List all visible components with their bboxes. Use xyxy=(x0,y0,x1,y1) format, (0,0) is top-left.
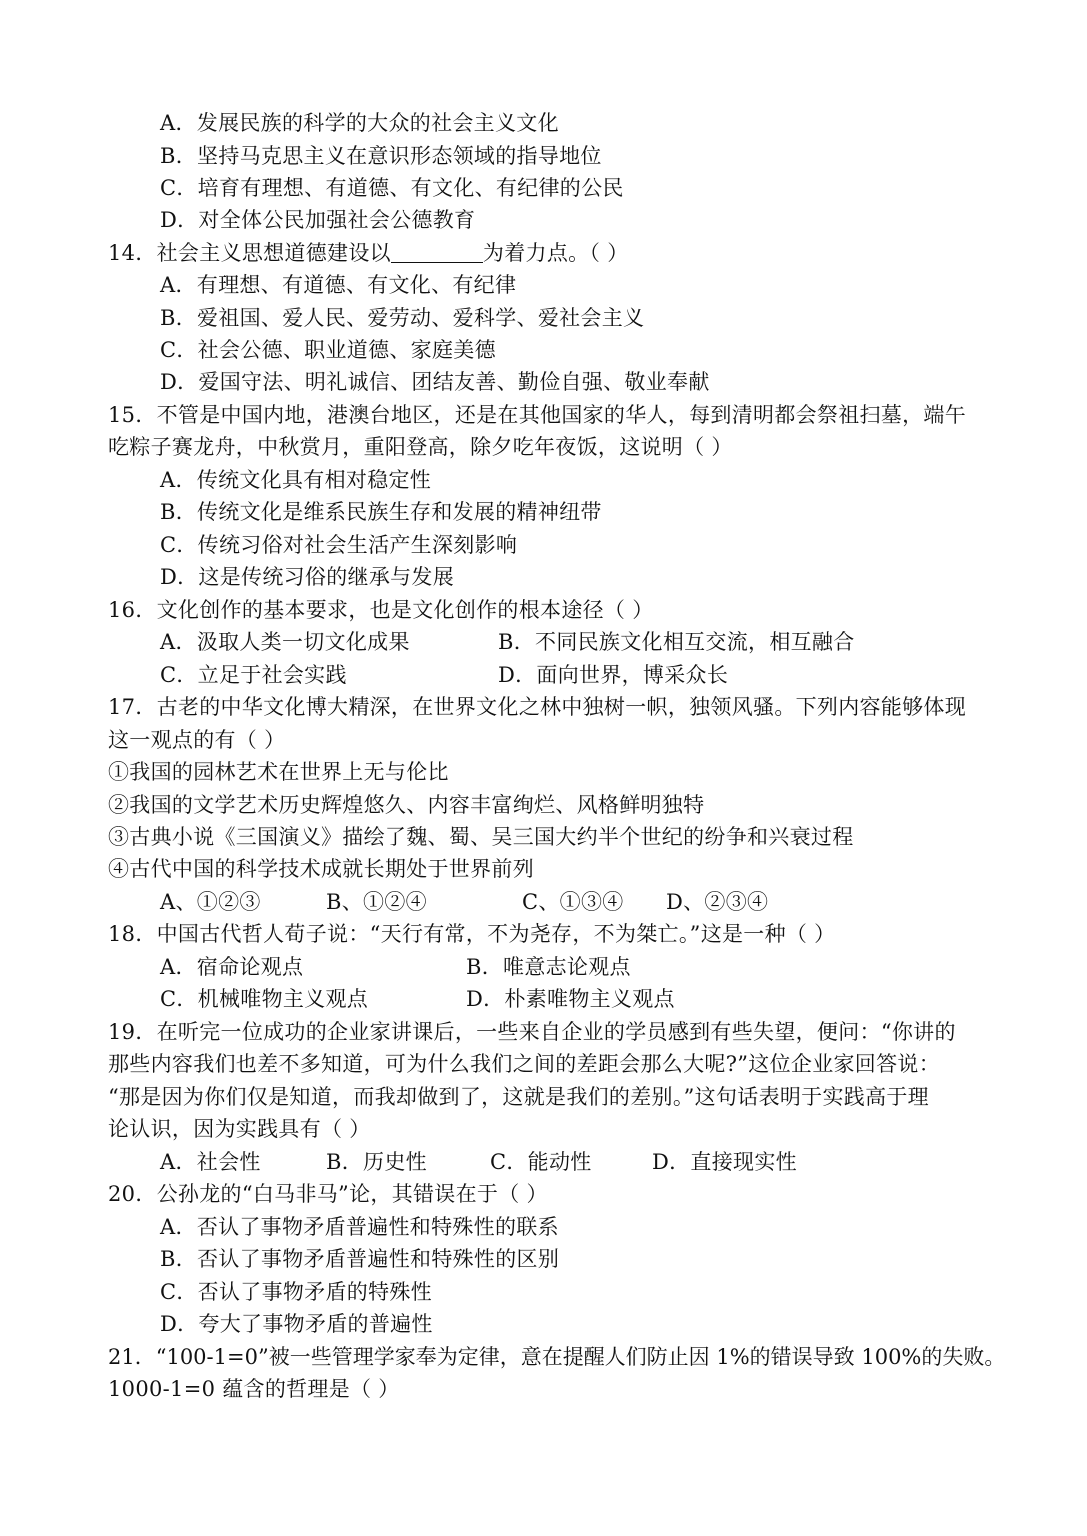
q19-option-b: B．历史性 xyxy=(326,1150,427,1174)
q17-stem-line2: 这一观点的有（ ） xyxy=(108,728,286,752)
q18-option-d: D．朴素唯物主义观点 xyxy=(466,987,675,1011)
q14-stem-before: 14．社会主义思想道德建设以 xyxy=(108,241,391,265)
q16-option-c: C．立足于社会实践 xyxy=(160,663,347,687)
q14-option-d: D．爱国守法、明礼诚信、团结友善、勤俭自强、敬业奉献 xyxy=(160,370,710,394)
q15-stem-line2: 吃粽子赛龙舟，中秋赏月，重阳登高，除夕吃年夜饭，这说明（ ） xyxy=(108,435,733,459)
q16-option-a: A．汲取人类一切文化成果 xyxy=(160,630,410,654)
q19-stem-line4: 论认识，因为实践具有（ ） xyxy=(108,1117,371,1141)
q14-option-a: A．有理想、有道德、有文化、有纪律 xyxy=(160,273,517,297)
q17-statement-1: ①我国的园林艺术在世界上无与伦比 xyxy=(108,760,449,784)
q20-stem: 20．公孙龙的“白马非马”论，其错误在于（ ） xyxy=(108,1182,548,1206)
q14-option-c: C．社会公德、职业道德、家庭美德 xyxy=(160,338,496,362)
q14-option-b: B．爱祖国、爱人民、爱劳动、爱科学、爱社会主义 xyxy=(160,306,645,330)
q19-option-c: C．能动性 xyxy=(490,1150,592,1174)
q20-option-c: C．否认了事物矛盾的特殊性 xyxy=(160,1280,432,1304)
q19-stem-line3: “那是因为你们仅是知道，而我却做到了，这就是我们的差别。”这句话表明于实践高于理 xyxy=(108,1085,929,1109)
q17-option-a: A、①②③ xyxy=(160,890,261,914)
q15-option-c: C．传统习俗对社会生活产生深刻影响 xyxy=(160,533,518,557)
q13-option-d: D．对全体公民加强社会公德教育 xyxy=(160,208,476,232)
q14-fill-blank xyxy=(391,242,483,263)
q15-option-b: B．传统文化是维系民族生存和发展的精神纽带 xyxy=(160,500,602,524)
q19-option-d: D．直接现实性 xyxy=(652,1150,797,1174)
q17-option-c: C、①③④ xyxy=(522,890,624,914)
q13-option-c: C．培育有理想、有道德、有文化、有纪律的公民 xyxy=(160,176,624,200)
q13-option-b: B．坚持马克思主义在意识形态领域的指导地位 xyxy=(160,144,602,168)
q15-stem-line1: 15．不管是中国内地，港澳台地区，还是在其他国家的华人，每到清明都会祭祖扫墓，端午 xyxy=(108,403,967,427)
q17-statement-3: ③古典小说《三国演义》描绘了魏、蜀、吴三国大约半个世纪的纷争和兴衰过程 xyxy=(108,825,854,849)
q21-stem-line1: 21．“100-1=0”被一些管理学家奉为定律，意在提醒人们防止因 1%的错误导致 100%的失败。 xyxy=(108,1345,1006,1369)
q17-statement-2: ②我国的文学艺术历史辉煌悠久、内容丰富绚烂、风格鲜明独特 xyxy=(108,793,705,817)
q13-option-a: A．发展民族的科学的大众的社会主义文化 xyxy=(160,111,559,135)
q20-option-b: B．否认了事物矛盾普遍性和特殊性的区别 xyxy=(160,1247,560,1271)
q17-statement-4: ④古代中国的科学技术成就长期处于世界前列 xyxy=(108,857,534,881)
q18-option-b: B．唯意志论观点 xyxy=(466,955,631,979)
q15-option-d: D．这是传统习俗的继承与发展 xyxy=(160,565,455,589)
q20-option-d: D．夸大了事物矛盾的普遍性 xyxy=(160,1312,433,1336)
q15-option-a: A．传统文化具有相对稳定性 xyxy=(160,468,432,492)
q18-option-c: C．机械唯物主义观点 xyxy=(160,987,369,1011)
q16-stem: 16．文化创作的基本要求，也是文化创作的根本途径（ ） xyxy=(108,598,654,622)
q17-stem-line1: 17．古老的中华文化博大精深，在世界文化之林中独树一帜，独领风骚。下列内容能够体现 xyxy=(108,695,967,719)
q20-option-a: A．否认了事物矛盾普遍性和特殊性的联系 xyxy=(160,1215,559,1239)
q16-option-d: D．面向世界，博采众长 xyxy=(498,663,729,687)
q16-option-b: B．不同民族文化相互交流，相互融合 xyxy=(498,630,855,654)
q21-stem-line2: 1000-1=0 蕴含的哲理是（ ） xyxy=(108,1377,400,1401)
q19-stem-line1: 19．在听完一位成功的企业家讲课后，一些来自企业的学员感到有些失望，便问：“你讲的 xyxy=(108,1020,956,1044)
q17-option-d: D、②③④ xyxy=(666,890,769,914)
q18-stem: 18．中国古代哲人荀子说：“天行有常，不为尧存，不为桀亡。”这是一种（ ） xyxy=(108,922,836,946)
q18-option-a: A．宿命论观点 xyxy=(160,955,304,979)
q19-stem-line2: 那些内容我们也差不多知道，可为什么我们之间的差距会那么大呢?”这位企业家回答说： xyxy=(108,1052,940,1076)
q14-stem xyxy=(108,237,629,269)
q19-option-a: A．社会性 xyxy=(160,1150,261,1174)
q14-stem-after: 为着力点。（ ） xyxy=(482,241,629,265)
q17-option-b: B、①②④ xyxy=(326,890,427,914)
